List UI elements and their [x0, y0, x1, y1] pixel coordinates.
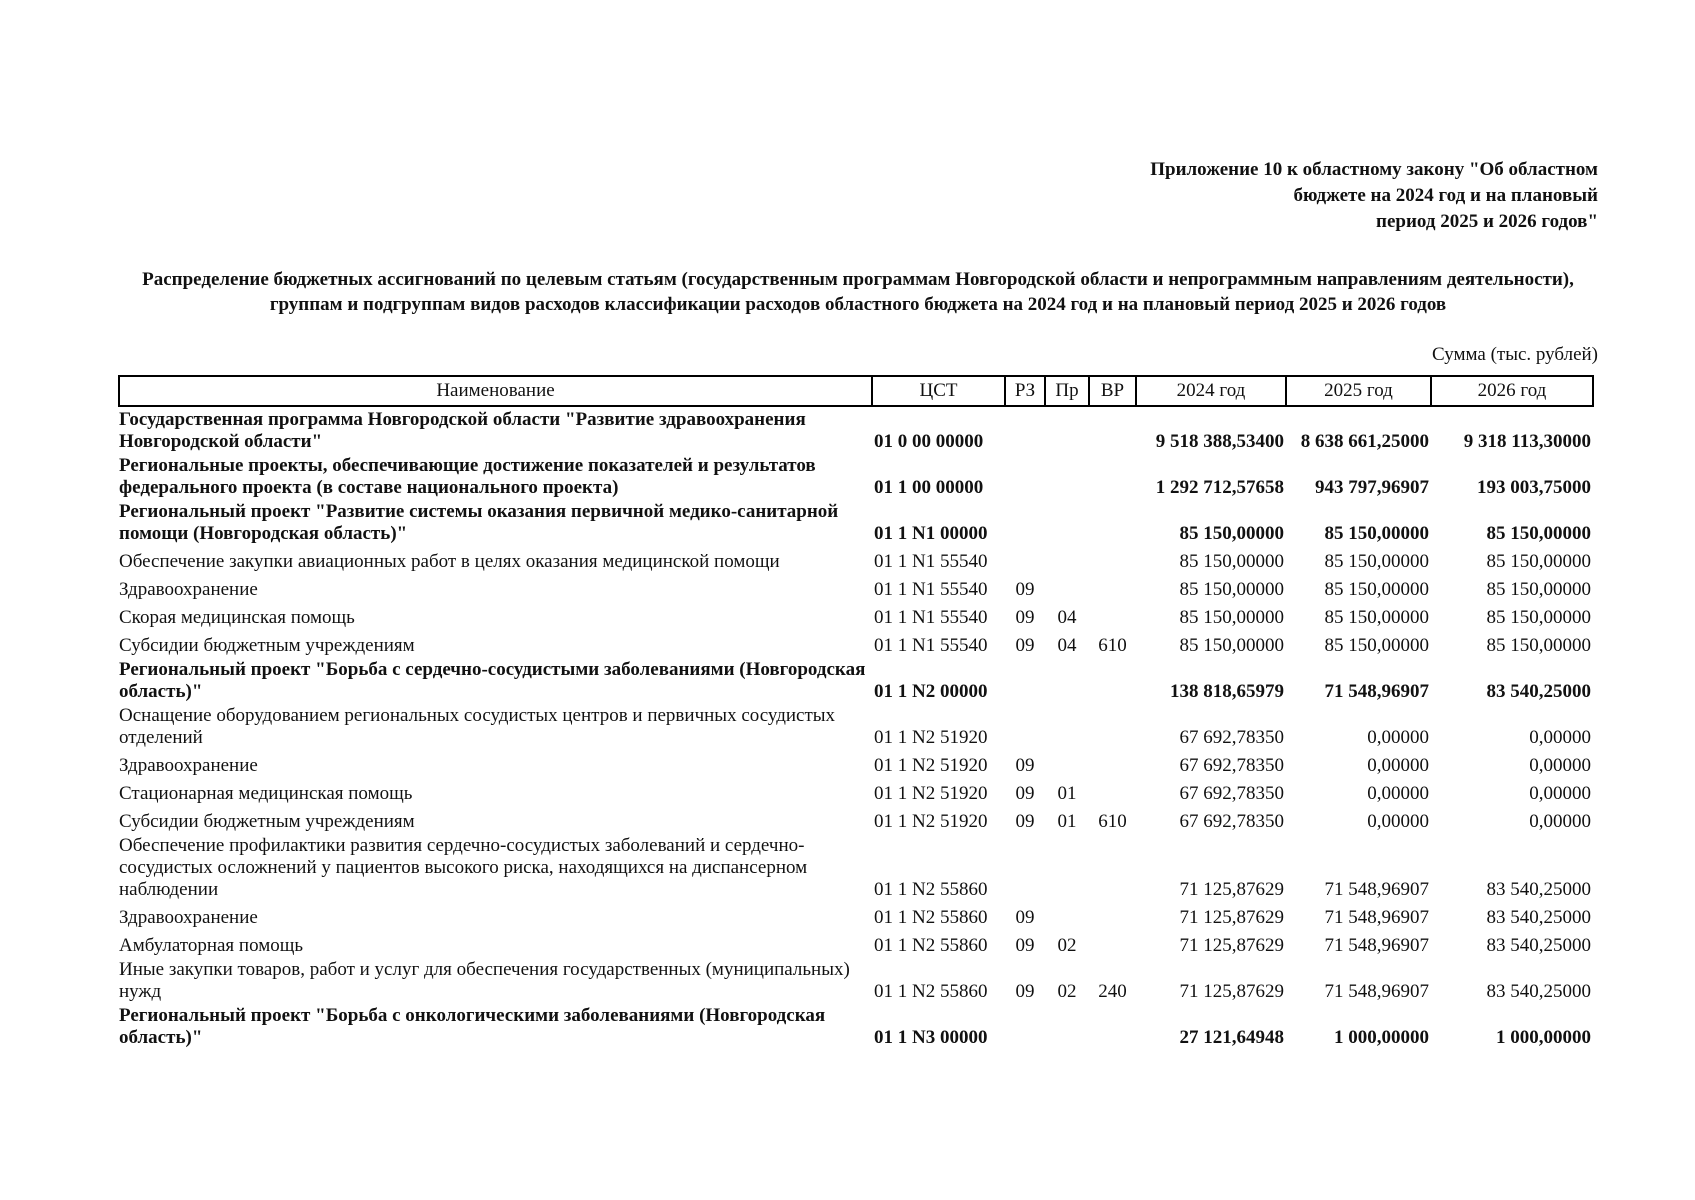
row-cst: 01 1 N1 00000 — [874, 523, 988, 544]
row-2025: 1 000,00000 — [1334, 1027, 1429, 1048]
row-cst: 01 1 N2 51920 — [874, 755, 988, 776]
row-2025: 71 548,96907 — [1324, 879, 1429, 900]
row-rz — [1005, 406, 1045, 453]
row-pr — [1045, 453, 1089, 499]
table-row — [119, 749, 1593, 777]
row-2024: 27 121,64948 — [1179, 1027, 1284, 1048]
budget-table — [118, 375, 1594, 1049]
header-cst: ЦСТ — [872, 376, 1005, 406]
header-pr: Пр — [1045, 376, 1089, 406]
row-pr — [1045, 545, 1089, 573]
row-vr — [1089, 573, 1136, 601]
table-row — [119, 957, 1593, 1003]
row-cst: 01 1 N1 55540 — [874, 551, 988, 572]
row-name: Здравоохранение — [119, 907, 258, 928]
row-pr: 04 — [1057, 607, 1077, 628]
row-vr — [1089, 901, 1136, 929]
row-cst: 01 1 N3 00000 — [874, 1027, 988, 1048]
table-row — [119, 545, 1593, 573]
row-rz — [1005, 545, 1045, 573]
row-pr: 04 — [1057, 635, 1077, 656]
row-name: Региональный проект "Развитие системы оказания первичной медико-санитарной помощи (Новгородская область)" — [119, 501, 839, 544]
table-row — [119, 499, 1593, 545]
table-row — [119, 805, 1593, 833]
table-header — [119, 376, 1593, 406]
row-pr — [1045, 703, 1089, 749]
row-2026: 83 540,25000 — [1486, 935, 1591, 956]
row-2026: 193 003,75000 — [1477, 477, 1591, 498]
row-name: Региональный проект "Борьба с онкологическими заболеваниями (Новгородская область)" — [119, 1005, 826, 1048]
row-name: Здравоохранение — [119, 579, 258, 600]
row-cst: 01 1 N2 55860 — [874, 907, 988, 928]
row-cst: 01 1 N1 55540 — [874, 635, 988, 656]
row-name: Оснащение оборудованием региональных сосудистых центров и первичных сосудистых отделений — [119, 705, 836, 748]
row-2025: 0,00000 — [1367, 811, 1429, 832]
row-cst: 01 1 N1 55540 — [874, 607, 988, 628]
row-name: Государственная программа Новгородской области "Развитие здравоохранения Новгородской области" — [119, 409, 806, 452]
row-2026: 9 318 113,30000 — [1463, 431, 1591, 452]
table-row — [119, 657, 1593, 703]
row-pr — [1045, 406, 1089, 453]
row-pr — [1045, 573, 1089, 601]
row-vr — [1089, 749, 1136, 777]
row-vr — [1089, 406, 1136, 453]
row-rz: 09 — [1015, 981, 1035, 1002]
table-row — [119, 833, 1593, 901]
row-2024: 71 125,87629 — [1179, 879, 1284, 900]
row-rz — [1005, 499, 1045, 545]
row-rz: 09 — [1015, 755, 1035, 776]
row-cst: 01 0 00 00000 — [874, 431, 984, 452]
row-pr: 02 — [1057, 981, 1077, 1002]
row-2025: 0,00000 — [1367, 755, 1429, 776]
row-pr — [1045, 657, 1089, 703]
row-rz — [1005, 1003, 1045, 1049]
row-cst: 01 1 N1 55540 — [874, 579, 988, 600]
table-row — [119, 1003, 1593, 1049]
header-name: Наименование — [119, 376, 872, 406]
row-2025: 85 150,00000 — [1324, 579, 1429, 600]
row-pr — [1045, 749, 1089, 777]
row-pr: 01 — [1057, 783, 1077, 804]
row-vr — [1089, 453, 1136, 499]
row-name: Региональные проекты, обеспечивающие достижение показателей и результатов федерального проекта (в составе национального проекта) — [119, 455, 816, 498]
row-vr — [1089, 929, 1136, 957]
document-title: Распределение бюджетных ассигнований по целевым статьям (государственным программам Новгородской области и непрограммным направлениям деятельности), группам и подгруппам видов расходов классификации расходов областного бюджета на 2024 год и на плановый период 2025 и 2026 годов — [142, 269, 1574, 315]
row-rz: 09 — [1015, 579, 1035, 600]
row-2024: 71 125,87629 — [1179, 907, 1284, 928]
table-row — [119, 406, 1593, 453]
row-2026: 83 540,25000 — [1486, 879, 1591, 900]
row-2026: 83 540,25000 — [1486, 907, 1591, 928]
row-2024: 85 150,00000 — [1179, 551, 1284, 572]
row-2024: 85 150,00000 — [1179, 579, 1284, 600]
table-row — [119, 629, 1593, 657]
table-row — [119, 573, 1593, 601]
row-2024: 67 692,78350 — [1179, 755, 1284, 776]
table-row — [119, 453, 1593, 499]
row-cst: 01 1 N2 55860 — [874, 981, 988, 1002]
row-name: Скорая медицинская помощь — [119, 607, 355, 628]
row-cst: 01 1 N2 00000 — [874, 681, 988, 702]
row-rz: 09 — [1015, 811, 1035, 832]
row-rz — [1005, 833, 1045, 901]
row-2026: 0,00000 — [1529, 783, 1591, 804]
row-rz: 09 — [1015, 783, 1035, 804]
row-2026: 83 540,25000 — [1486, 681, 1591, 702]
row-pr — [1045, 499, 1089, 545]
row-2024: 85 150,00000 — [1179, 635, 1284, 656]
row-2026: 85 150,00000 — [1486, 579, 1591, 600]
row-pr: 02 — [1057, 935, 1077, 956]
row-2025: 85 150,00000 — [1324, 523, 1429, 544]
row-2024: 9 518 388,53400 — [1155, 431, 1284, 452]
row-2024: 67 692,78350 — [1179, 811, 1284, 832]
row-name: Субсидии бюджетным учреждениям — [119, 811, 415, 832]
row-vr: 610 — [1098, 811, 1127, 832]
header-2026: 2026 год — [1431, 376, 1593, 406]
row-rz: 09 — [1015, 935, 1035, 956]
units-label: Сумма (тыс. рублей) — [1432, 344, 1598, 365]
row-vr: 240 — [1098, 981, 1127, 1002]
row-2025: 8 638 661,25000 — [1300, 431, 1429, 452]
row-cst: 01 1 N2 55860 — [874, 879, 988, 900]
row-name: Амбулаторная помощь — [119, 935, 304, 956]
row-2026: 85 150,00000 — [1486, 635, 1591, 656]
row-2026: 85 150,00000 — [1486, 607, 1591, 628]
row-vr — [1089, 1003, 1136, 1049]
row-2025: 85 150,00000 — [1324, 551, 1429, 572]
row-pr — [1045, 901, 1089, 929]
row-pr — [1045, 1003, 1089, 1049]
row-vr: 610 — [1098, 635, 1127, 656]
row-rz — [1005, 657, 1045, 703]
row-rz: 09 — [1015, 635, 1035, 656]
row-2024: 85 150,00000 — [1179, 523, 1284, 544]
table-row — [119, 929, 1593, 957]
row-name: Здравоохранение — [119, 755, 258, 776]
row-vr — [1089, 833, 1136, 901]
row-name: Обеспечение закупки авиационных работ в целях оказания медицинской помощи — [119, 551, 780, 572]
row-rz: 09 — [1015, 907, 1035, 928]
table-row — [119, 901, 1593, 929]
row-2025: 71 548,96907 — [1324, 935, 1429, 956]
row-2024: 67 692,78350 — [1179, 783, 1284, 804]
row-name: Региональный проект "Борьба с сердечно-сосудистыми заболеваниями (Новгородская область)" — [119, 659, 866, 702]
row-rz: 09 — [1015, 607, 1035, 628]
row-2025: 0,00000 — [1367, 727, 1429, 748]
row-vr — [1089, 703, 1136, 749]
row-2025: 71 548,96907 — [1324, 981, 1429, 1002]
header-rz: РЗ — [1005, 376, 1045, 406]
row-name: Обеспечение профилактики развития сердечно-сосудистых заболеваний и сердечно-сосудистых осложнений у пациентов высокого риска, находящихся на диспансерном наблюдении — [119, 835, 808, 900]
header-2025: 2025 год — [1286, 376, 1431, 406]
row-name: Иные закупки товаров, работ и услуг для обеспечения государственных (муниципальных) нужд — [119, 959, 850, 1002]
row-2025: 85 150,00000 — [1324, 635, 1429, 656]
row-vr — [1089, 545, 1136, 573]
row-cst: 01 1 N2 55860 — [874, 935, 988, 956]
header-vr: ВР — [1089, 376, 1136, 406]
row-name: Субсидии бюджетным учреждениям — [119, 635, 415, 656]
row-2025: 0,00000 — [1367, 783, 1429, 804]
row-2025: 71 548,96907 — [1324, 681, 1429, 702]
row-2024: 1 292 712,57658 — [1155, 477, 1284, 498]
row-2026: 1 000,00000 — [1496, 1027, 1591, 1048]
row-vr — [1089, 499, 1136, 545]
row-rz — [1005, 453, 1045, 499]
row-pr — [1045, 833, 1089, 901]
row-2025: 71 548,96907 — [1324, 907, 1429, 928]
row-2024: 138 818,65979 — [1170, 681, 1284, 702]
row-2024: 85 150,00000 — [1179, 607, 1284, 628]
row-2026: 83 540,25000 — [1486, 981, 1591, 1002]
table-row — [119, 601, 1593, 629]
row-2026: 0,00000 — [1529, 727, 1591, 748]
row-cst: 01 1 N2 51920 — [874, 783, 988, 804]
row-2026: 0,00000 — [1529, 811, 1591, 832]
table-row — [119, 777, 1593, 805]
row-vr — [1089, 777, 1136, 805]
row-2024: 67 692,78350 — [1179, 727, 1284, 748]
row-2026: 85 150,00000 — [1486, 523, 1591, 544]
row-cst: 01 1 N2 51920 — [874, 727, 988, 748]
row-cst: 01 1 N2 51920 — [874, 811, 988, 832]
row-2025: 85 150,00000 — [1324, 607, 1429, 628]
row-cst: 01 1 00 00000 — [874, 477, 984, 498]
row-2026: 0,00000 — [1529, 755, 1591, 776]
header-2024: 2024 год — [1136, 376, 1286, 406]
row-2024: 71 125,87629 — [1179, 981, 1284, 1002]
row-rz — [1005, 703, 1045, 749]
row-pr: 01 — [1057, 811, 1077, 832]
row-name: Стационарная медицинская помощь — [119, 783, 413, 804]
row-2026: 85 150,00000 — [1486, 551, 1591, 572]
row-2024: 71 125,87629 — [1179, 935, 1284, 956]
row-vr — [1089, 601, 1136, 629]
appendix-note: Приложение 10 к областному закону "Об областном бюджете на 2024 год и на плановый период 2025 и 2026 годов" — [1150, 159, 1598, 232]
row-vr — [1089, 657, 1136, 703]
table-row — [119, 703, 1593, 749]
row-2025: 943 797,96907 — [1315, 477, 1429, 498]
